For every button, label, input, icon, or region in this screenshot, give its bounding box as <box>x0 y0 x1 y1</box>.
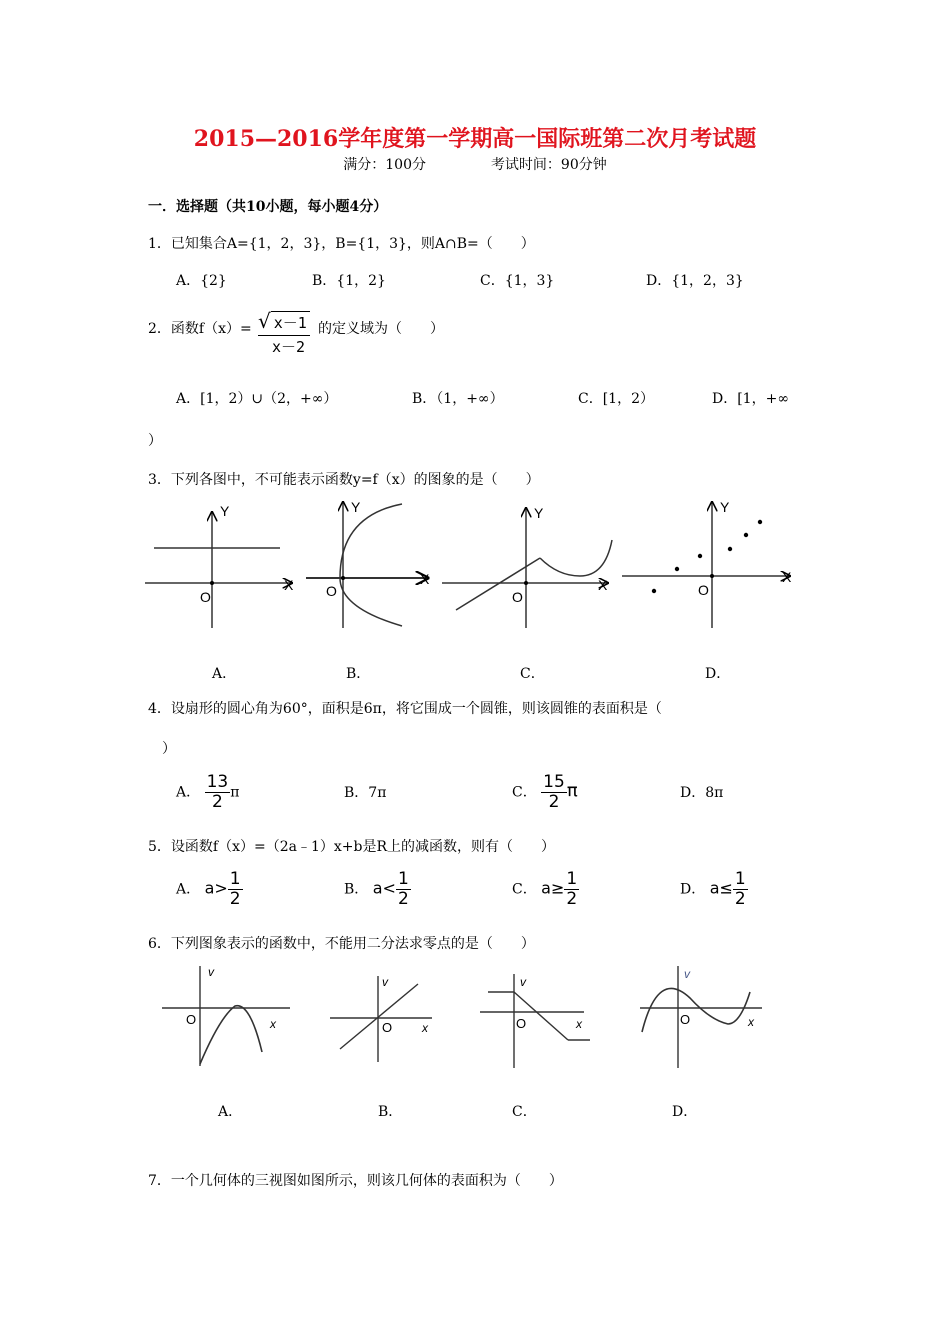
q6c-x-label: x <box>576 1017 582 1031</box>
q3-graph-a <box>145 503 294 628</box>
q6a-origin: O <box>186 1012 197 1027</box>
q4c-pi: π <box>566 780 578 802</box>
q5d-label: D． <box>680 881 706 898</box>
q5b-label: B． <box>344 881 369 898</box>
q6-option-d: D． <box>672 1104 698 1120</box>
q1-option-a: A．{2} <box>176 273 227 289</box>
q4-option-d: D．8π <box>680 785 724 801</box>
q5c-numerator: 1 <box>566 869 578 889</box>
q6b-y-label: v <box>382 975 388 989</box>
q5d-denominator: 2 <box>734 889 746 909</box>
q3a-x-label: X <box>284 577 294 593</box>
q1-option-c: C．{1，3} <box>480 273 555 289</box>
q6-graph-c <box>480 974 590 1068</box>
question-3: 3．下列各图中，不可能表示函数y=f（x）的图象的是（ ） <box>148 472 540 488</box>
q4-option-a <box>176 773 239 812</box>
q5a-label: A． <box>176 881 201 898</box>
q3-graphs <box>140 498 820 636</box>
sqrt-symbol: √ <box>258 309 271 333</box>
q6-option-b: B． <box>378 1104 403 1120</box>
q6a-y-label: v <box>208 965 214 979</box>
q6b-x-label: x <box>422 1021 428 1035</box>
q4-option-c-label: C． <box>512 784 537 801</box>
q3d-origin: O <box>698 582 709 598</box>
q1-option-b: B．{1，2} <box>312 273 386 289</box>
q6-graph-a <box>162 965 290 1066</box>
q3a-y-label: Y <box>220 503 230 519</box>
q2-fraction <box>258 311 310 357</box>
q4-option-a-label: A． <box>176 784 201 801</box>
q3c-x-label: X <box>598 577 608 593</box>
q3-option-a: A． <box>212 666 237 682</box>
q3a-origin: O <box>200 589 211 605</box>
exam-info <box>0 154 950 174</box>
q5-option-a <box>176 870 243 909</box>
q5-option-d <box>680 870 748 909</box>
q2-option-b: B．（1，+∞） <box>412 391 504 407</box>
q5a-relation: a> <box>204 878 228 898</box>
q3b-origin: O <box>326 583 337 599</box>
q3c-y-label: Y <box>534 505 544 521</box>
q6-graphs <box>150 962 780 1074</box>
q3-option-d: D． <box>705 666 731 682</box>
q4a-pi: π <box>230 784 240 801</box>
q2-option-c: C．[1，2） <box>578 391 654 407</box>
q5d-relation: a≤ <box>709 878 733 898</box>
q2-option-d-wrap: ） <box>148 433 162 449</box>
q6c-y-label: v <box>520 975 526 989</box>
q3-option-b: B． <box>346 666 371 682</box>
q5d-numerator: 1 <box>734 869 746 889</box>
exam-title: 2015—2016学年度第一学期高一国际班第二次月考试题 <box>193 126 757 152</box>
q6b-origin: O <box>382 1020 393 1035</box>
question-2-suffix: 的定义域为（ ） <box>318 321 444 337</box>
q5a-denominator: 2 <box>229 889 241 909</box>
q6-option-c: C． <box>512 1104 537 1120</box>
q3c-origin: O <box>512 589 523 605</box>
q5a-numerator: 1 <box>229 869 241 889</box>
q2-option-d: D．[1，+∞ <box>712 391 789 407</box>
q3b-x-label: X <box>420 571 430 587</box>
q1-option-d: D．{1，2，3} <box>646 273 744 289</box>
q5-option-b <box>344 870 411 909</box>
question-7: 7．一个几何体的三视图如图所示，则该几何体的表面积为（ ） <box>148 1173 563 1189</box>
q5b-relation: a< <box>372 878 396 898</box>
q5c-denominator: 2 <box>566 889 578 909</box>
q6d-y-label: v <box>684 967 690 981</box>
q3-graph-d <box>622 499 792 628</box>
q5c-relation: a≥ <box>541 878 565 898</box>
q4c-numerator: 15 <box>543 772 565 792</box>
q5c-label: C． <box>512 881 537 898</box>
q6-option-a: A． <box>218 1104 243 1120</box>
q3-option-c: C． <box>520 666 545 682</box>
q3d-x-label: X <box>782 569 792 585</box>
question-5: 5．设函数f（x）=（2a﹣1）x+b是R上的减函数，则有（ ） <box>148 839 556 855</box>
question-4: 4．设扇形的圆心角为60°，面积是6π，将它围成一个圆锥，则该圆锥的表面积是（ <box>148 701 662 717</box>
q6-graph-b <box>330 975 432 1062</box>
q2-option-a: A．[1，2）∪（2，+∞） <box>176 391 338 407</box>
full-score: 满分：100分 <box>343 157 426 173</box>
exam-time: 考试时间：90分钟 <box>490 157 607 173</box>
q5b-numerator: 1 <box>397 869 409 889</box>
q3-graph-c <box>442 505 612 628</box>
q2-denominator: x－2 <box>272 338 306 356</box>
q6d-origin: O <box>680 1012 691 1027</box>
question-1: 1．已知集合A={1，2，3}，B={1，3}，则A∩B=（ ） <box>148 236 535 252</box>
q4-option-c <box>512 773 578 812</box>
q4c-denominator: 2 <box>548 792 560 812</box>
q6c-origin: O <box>516 1016 527 1031</box>
q4-wrap: ） <box>162 741 176 757</box>
q3-graph-b <box>306 499 430 628</box>
q3b-y-label: Y <box>351 499 361 515</box>
q6-graph-d <box>640 966 762 1068</box>
q4-option-b: B．7π <box>344 785 387 801</box>
question-2-prefix: 2．函数f（x）= <box>148 321 252 337</box>
q6d-x-label: x <box>748 1015 754 1029</box>
q4a-denominator: 2 <box>211 792 223 812</box>
q3d-y-label: Y <box>720 499 730 515</box>
q5-option-c <box>512 870 579 909</box>
q6a-x-label: x <box>270 1017 276 1031</box>
q4a-numerator: 13 <box>206 772 229 792</box>
q5b-denominator: 2 <box>397 889 409 909</box>
q2-radicand: x－1 <box>271 311 310 333</box>
question-6: 6．下列图象表示的函数中，不能用二分法求零点的是（ ） <box>148 936 535 952</box>
section-heading: 一．选择题（共10小题，每小题4分） <box>148 199 388 215</box>
